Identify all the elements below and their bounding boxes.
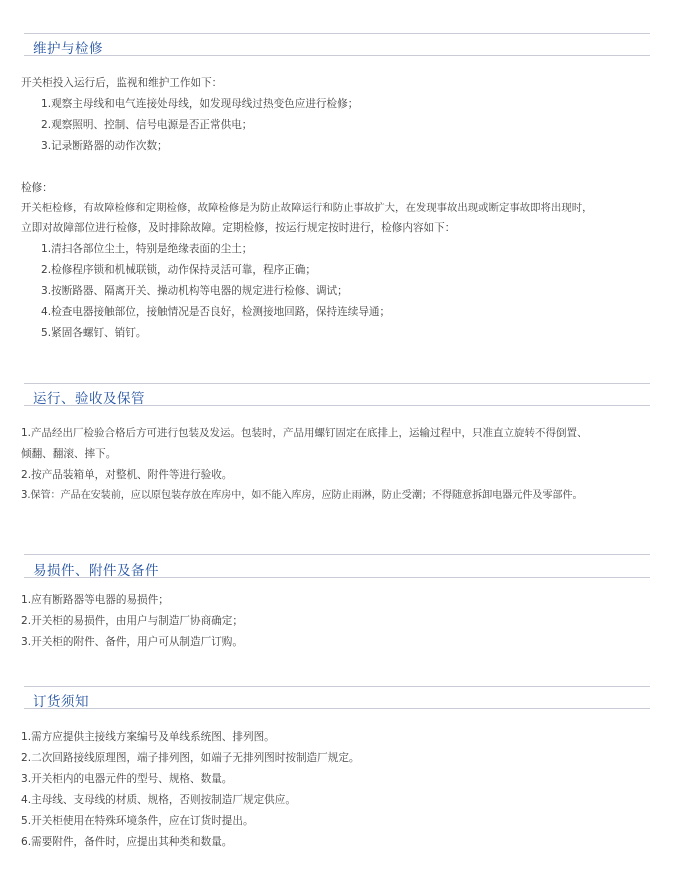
header-rule-bottom [24, 55, 650, 56]
section-title: 运行、验收及保管 [33, 391, 145, 407]
header-rule-top [24, 383, 650, 384]
header-rule-top [24, 554, 650, 555]
section-title: 订货须知 [33, 694, 89, 710]
header-rule-top [24, 686, 650, 687]
list-item: 1.需方应提供主接线方案编号及单线系统图、排列图。 [21, 731, 275, 743]
paragraph-line: 2.按产品装箱单，对整机、附件等进行验收。 [21, 469, 233, 481]
subheading: 检修： [21, 182, 53, 194]
list-item: 3.开关柜的附件、备件，用户可从制造厂订购。 [21, 636, 243, 648]
list-item: 4.主母线、支母线的材质、规格，否则按制造厂规定供应。 [21, 794, 296, 806]
list-item: 3.记录断路器的动作次数； [41, 140, 168, 152]
list-item: 2.检修程序锁和机械联锁，动作保持灵活可靠，程序正确； [41, 264, 316, 276]
header-rule-bottom [24, 405, 650, 406]
header-rule-bottom [24, 708, 650, 709]
section-title: 维护与检修 [33, 41, 103, 57]
section-title: 易损件、附件及备件 [33, 563, 159, 579]
list-item: 5.开关柜使用在特殊环境条件，应在订货时提出。 [21, 815, 254, 827]
list-item: 1.应有断路器等电器的易损件； [21, 594, 169, 606]
header-rule-bottom [24, 577, 650, 578]
list-item: 2.开关柜的易损件，由用户与制造厂协商确定； [21, 615, 243, 627]
paragraph-line: 倾翻、翻滚、摔下。 [21, 448, 117, 460]
list-item: 6.需要附件，备件时，应提出其种类和数量。 [21, 836, 233, 848]
list-item: 2.观察照明、控制、信号电源是否正常供电； [41, 119, 253, 131]
header-rule-top [24, 33, 650, 34]
paragraph-line: 开关柜检修，有故障检修和定期检修，故障检修是为防止故障运行和防止事故扩大，在发现事故出现或断定事故即将出现时， [21, 202, 593, 214]
list-item: 3.按断路器、隔离开关、操动机构等电器的规定进行检修、调试； [41, 285, 348, 297]
list-item: 4.检查电器接触部位，接触情况是否良好，检测接地回路，保持连续导通； [41, 306, 391, 318]
list-item: 3.开关柜内的电器元件的型号、规格、数量。 [21, 773, 233, 785]
list-item: 1.清扫各部位尘土，特别是绝缘表面的尘土； [41, 243, 253, 255]
list-item: 2.二次回路接线原理图，端子排列图，如端子无排列图时按制造厂规定。 [21, 752, 360, 764]
paragraph-line: 立即对故障部位进行检修，及时排除故障。定期检修，按运行规定按时进行，检修内容如下： [21, 222, 456, 234]
list-item: 5.紧固各螺钉、销钉。 [41, 327, 147, 339]
paragraph-line: 开关柜投入运行后，监视和维护工作如下： [21, 77, 223, 89]
paragraph-line: 3.保管：产品在安装前，应以原包装存放在库房中，如不能入库房，应防止雨淋，防止受潮；不得随意拆卸电器元件及零部件。 [21, 490, 583, 501]
paragraph-line: 1.产品经出厂检验合格后方可进行包装及发运。包装时，产品用螺钉固定在底排上，运输过程中，只准直立旋转不得倒置、 [21, 427, 588, 439]
list-item: 1.观察主母线和电气连接处母线，如发现母线过热变色应进行检修； [41, 98, 359, 110]
